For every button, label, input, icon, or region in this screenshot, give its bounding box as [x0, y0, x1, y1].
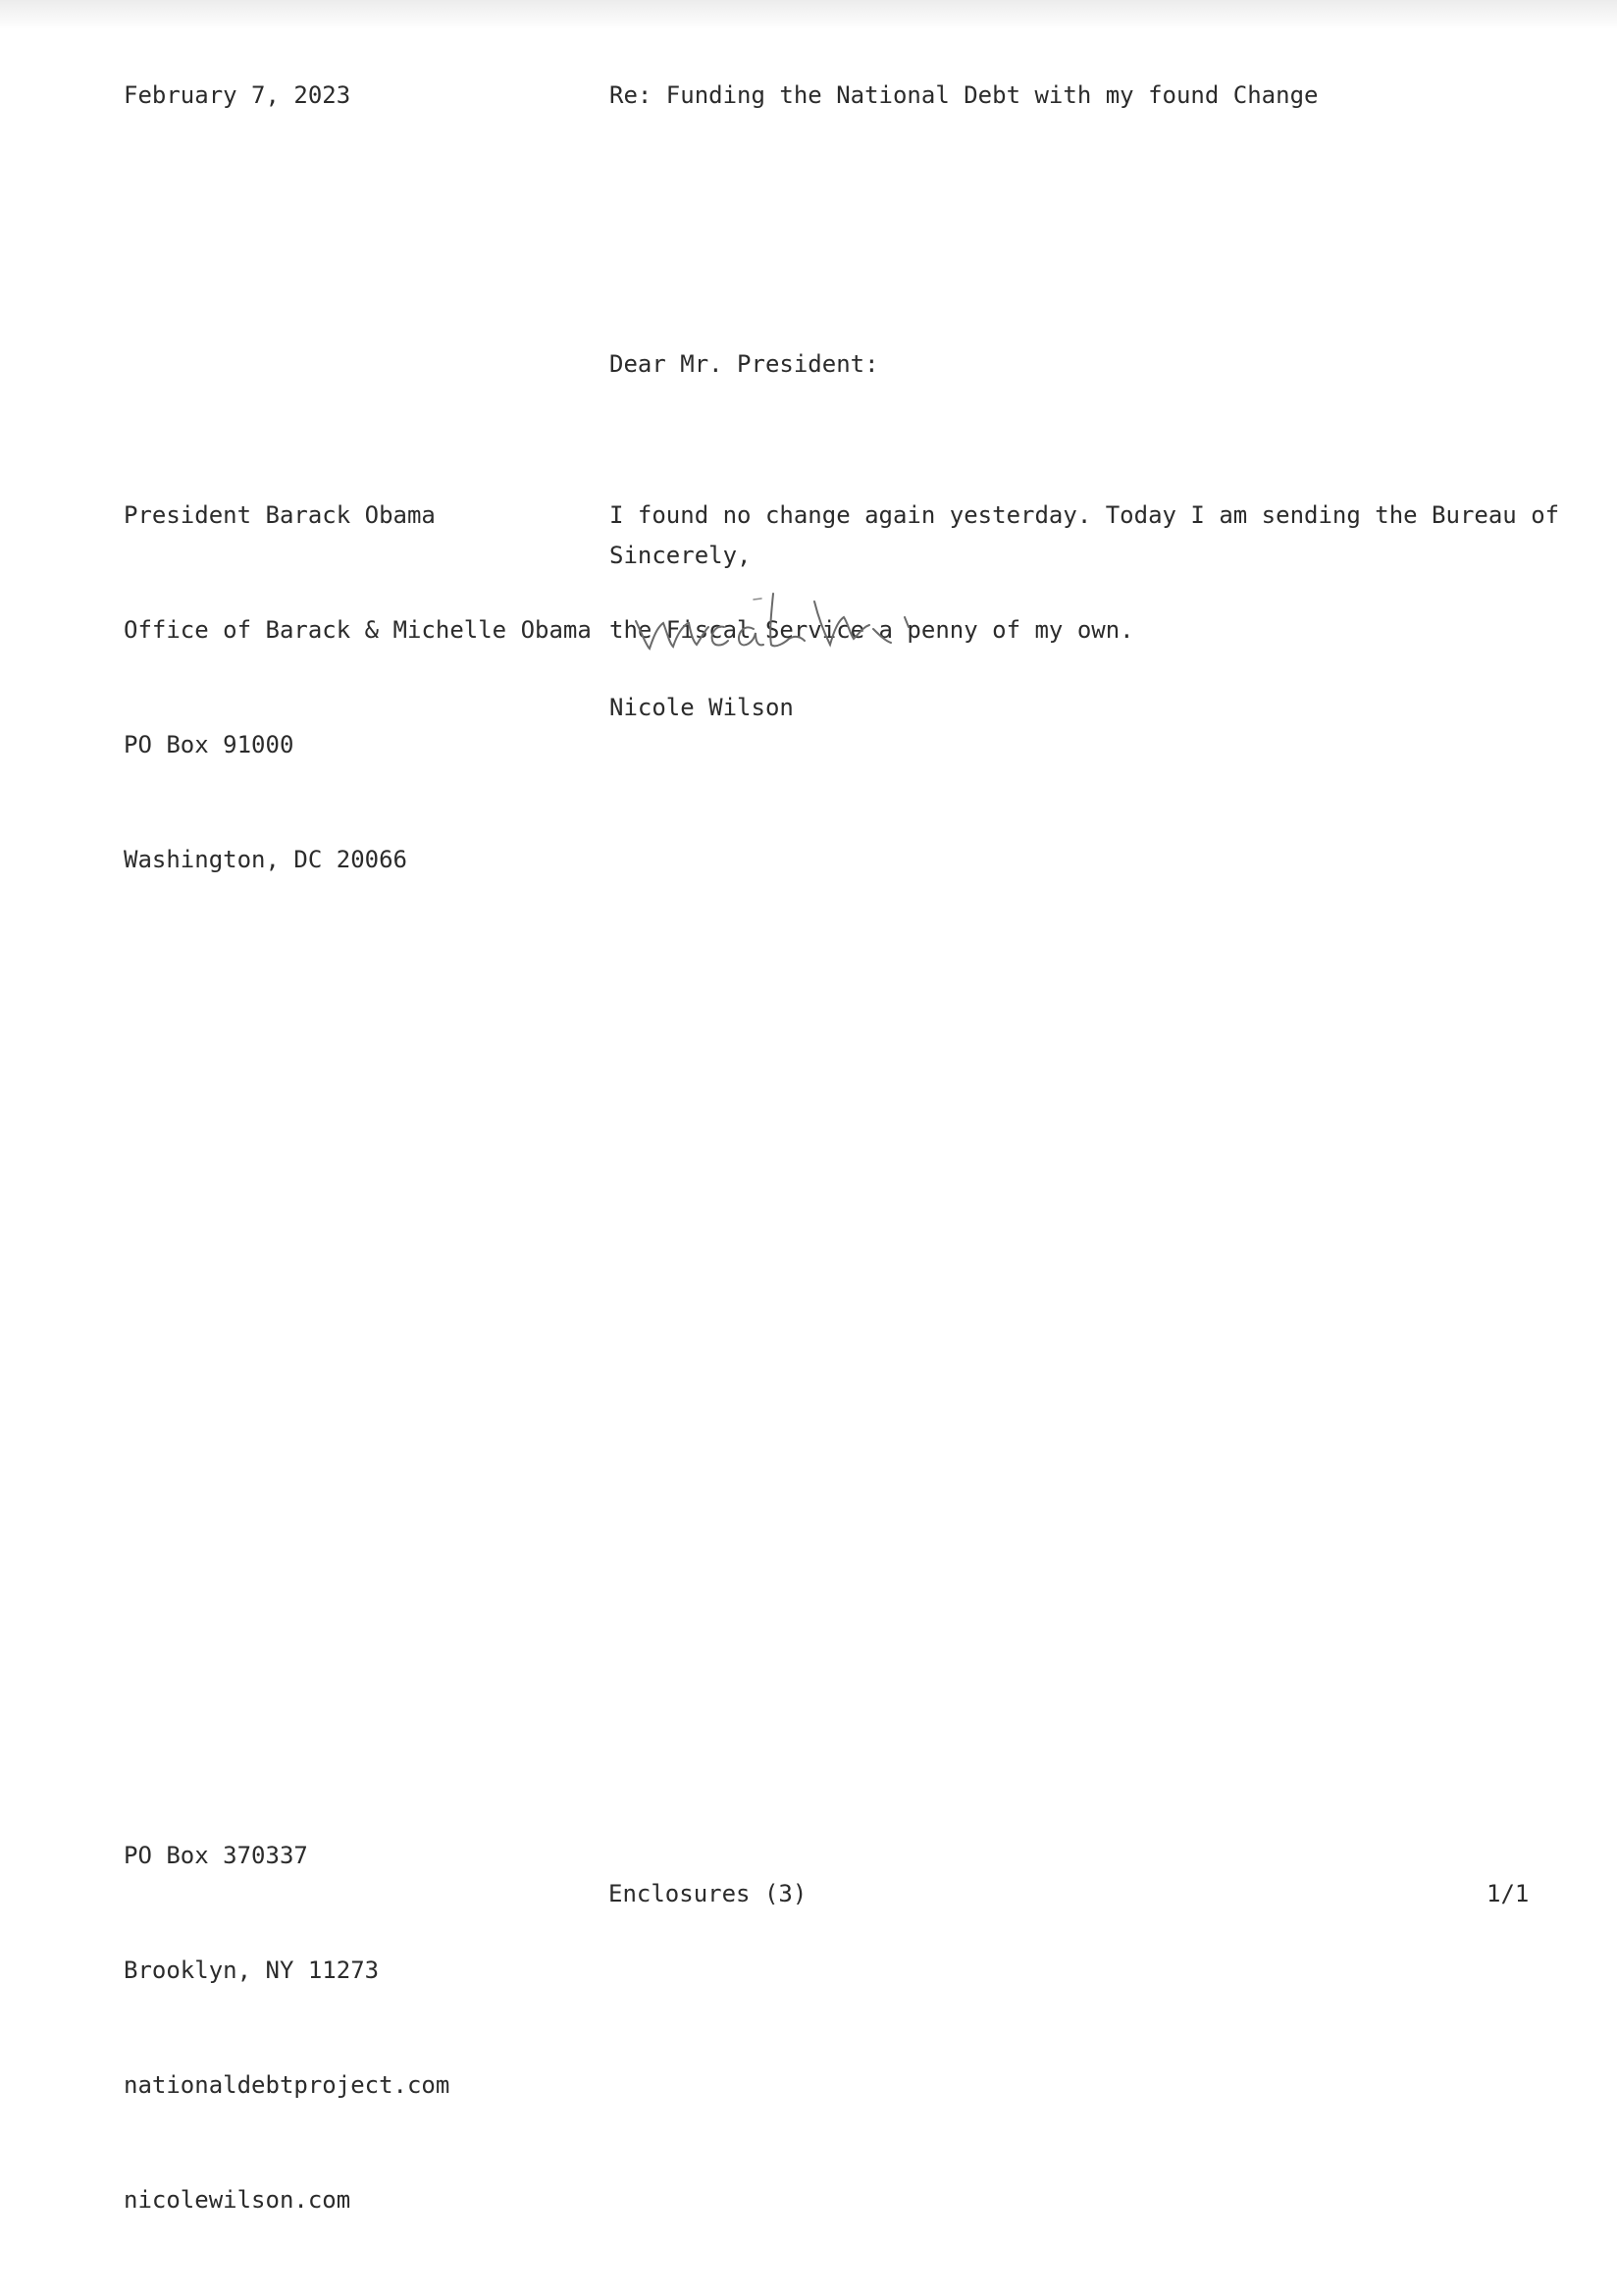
- scan-edge-shadow: [0, 0, 1617, 29]
- letter-date: February 7, 2023: [124, 81, 351, 109]
- sender-address: [124, 1760, 449, 2296]
- recipient-line: President Barack Obama: [124, 501, 436, 529]
- recipient-line: Washington, DC 20066: [124, 846, 407, 873]
- sender-website-link: nationaldebtproject.com: [124, 2071, 450, 2099]
- sender-line: Brooklyn, NY 11273: [124, 1957, 380, 1984]
- body-line: the Fiscal Service a penny of my own.: [609, 616, 1134, 644]
- page-number: 1/1: [1487, 1880, 1530, 1907]
- recipient-address: [124, 420, 592, 956]
- recipient-line: PO Box 91000: [124, 731, 294, 758]
- closing: Sincerely,: [609, 542, 752, 569]
- sender-website-link: nicolewilson.com: [124, 2186, 351, 2214]
- enclosures-note: Enclosures (3): [608, 1880, 808, 1907]
- recipient-line: Office of Barack & Michelle Obama: [124, 616, 592, 644]
- letter-body: [609, 420, 1559, 726]
- letter-subject: Re: Funding the National Debt with my found Change: [609, 81, 1319, 109]
- signer-name: Nicole Wilson: [609, 694, 794, 721]
- body-line: I found no change again yesterday. Today I am sending the Bureau of: [609, 501, 1560, 529]
- handwritten-signature: [628, 584, 952, 662]
- sender-line: PO Box 370337: [124, 1842, 308, 1869]
- salutation: Dear Mr. President:: [609, 350, 879, 378]
